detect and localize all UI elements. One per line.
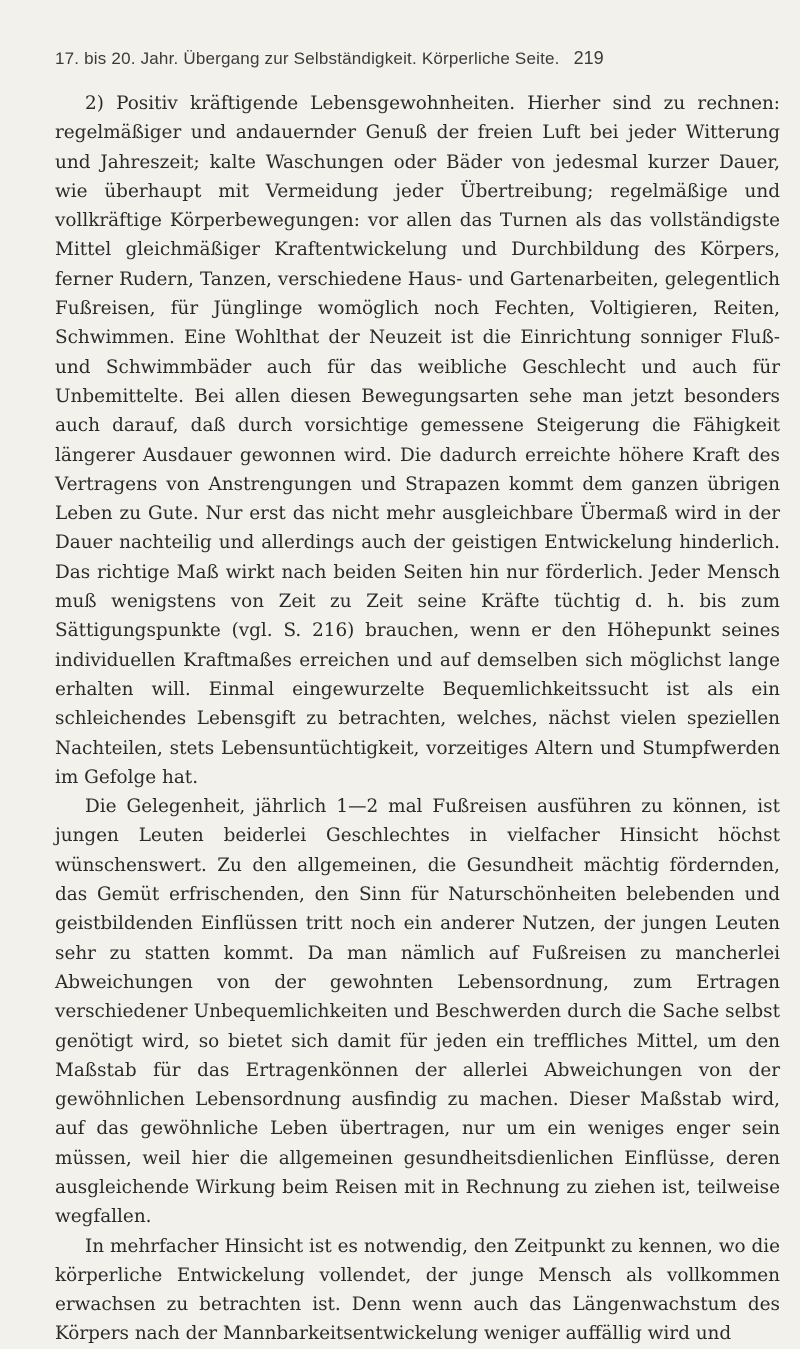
body-text	[55, 89, 780, 1349]
running-title: 17. bis 20. Jahr. Übergang zur Selbständigkeit. Körperliche Seite.	[55, 49, 560, 68]
paragraph-lifestyle-habits: 2) Positiv kräftigende Lebensgewohnheiten. Hierher sind zu rechnen: regelmäßiger und andauernder Genuß der freien Luft bei jeder Witterung und Jahreszeit; kalte Waschungen oder Bäder von jedesmal kurzer Dauer, wie überhaupt mit Vermeidung jeder Übertreibung; regelmäßige und vollkräftige Körperbewegungen: vor allen das Turnen als das vollständigste Mittel gleichmäßiger Kraftentwickelung und Durchbildung des Körpers, ferner Rudern, Tanzen, verschiedene Haus- und Gartenarbeiten, gelegentlich Fußreisen, für Jünglinge womöglich noch Fechten, Voltigieren, Reiten, Schwimmen. Eine Wohlthat der Neuzeit ist die Einrichtung sonniger Fluß- und Schwimmbäder auch für das weibliche Geschlecht und auch für Unbemittelte. Bei allen diesen Bewegungsarten sehe man jetzt besonders auch darauf, daß durch vorsichtige gemessene Steigerung die Fähigkeit längerer Ausdauer gewonnen wird. Die dadurch erreichte höhere Kraft des Vertragens von Anstrengungen und Strapazen kommt dem ganzen übrigen Leben zu Gute. Nur erst das nicht mehr ausgleichbare Übermaß wird in der Dauer nachteilig und allerdings auch der geistigen Entwickelung hinderlich. Das richtige Maß wirkt nach beiden Seiten hin nur förderlich. Jeder Mensch muß wenigstens von Zeit zu Zeit seine Kräfte tüchtig d. h. bis zum Sättigungspunkte (vgl. S. 216) brauchen, wenn er den Höhepunkt seines individuellen Kraftmaßes erreichen und auf demselben sich möglichst lange erhalten will. Einmal eingewurzelte Bequemlichkeitssucht ist als ein schleichendes Lebensgift zu betrachten, welches, nächst vielen speziellen Nachteilen, stets Lebensuntüchtigkeit, vorzeitiges Altern und Stumpfwerden im Gefolge hat.	[55, 93, 780, 788]
paragraph-development-end: In mehrfacher Hinsicht ist es notwendig, den Zeitpunkt zu kennen, wo die körperliche Entwickelung vollendet, der junge Mensch als vollkommen erwachsen zu betrachten ist. Denn wenn auch das Längenwachstum des Körpers nach der Mannbarkeitsentwickelung weniger auffällig wird und	[55, 1235, 780, 1345]
running-header	[55, 48, 780, 69]
page-number: 219	[573, 48, 604, 68]
paragraph-walking-tours: Die Gelegenheit, jährlich 1—2 mal Fußreisen ausführen zu können, ist jungen Leuten beiderlei Geschlechtes in vielfacher Hinsicht höchst wünschenswert. Zu den allgemeinen, die Gesundheit mächtig fördernden, das Gemüt erfrischenden, den Sinn für Naturschönheiten belebenden und geistbildenden Einflüssen tritt noch ein anderer Nutzen, der jungen Leuten sehr zu statten kommt. Da man nämlich auf Fußreisen zu mancherlei Abweichungen von der gewohnten Lebensordnung, zum Ertragen verschiedener Unbequemlichkeiten und Beschwerden durch die Sache selbst genötigt wird, so bietet sich damit für jeden ein treffliches Mittel, um den Maßstab für das Ertragenkönnen der allerlei Abweichungen von der gewöhnlichen Lebensordnung ausfindig zu machen. Dieser Maßstab wird, auf das gewöhnliche Leben übertragen, nur um ein weniges enger sein müssen, weil hier die allgemeinen gesundheitsdienlichen Einflüsse, deren ausgleichende Wirkung beim Reisen mit in Rechnung zu ziehen ist, teilweise wegfallen.	[55, 796, 780, 1228]
